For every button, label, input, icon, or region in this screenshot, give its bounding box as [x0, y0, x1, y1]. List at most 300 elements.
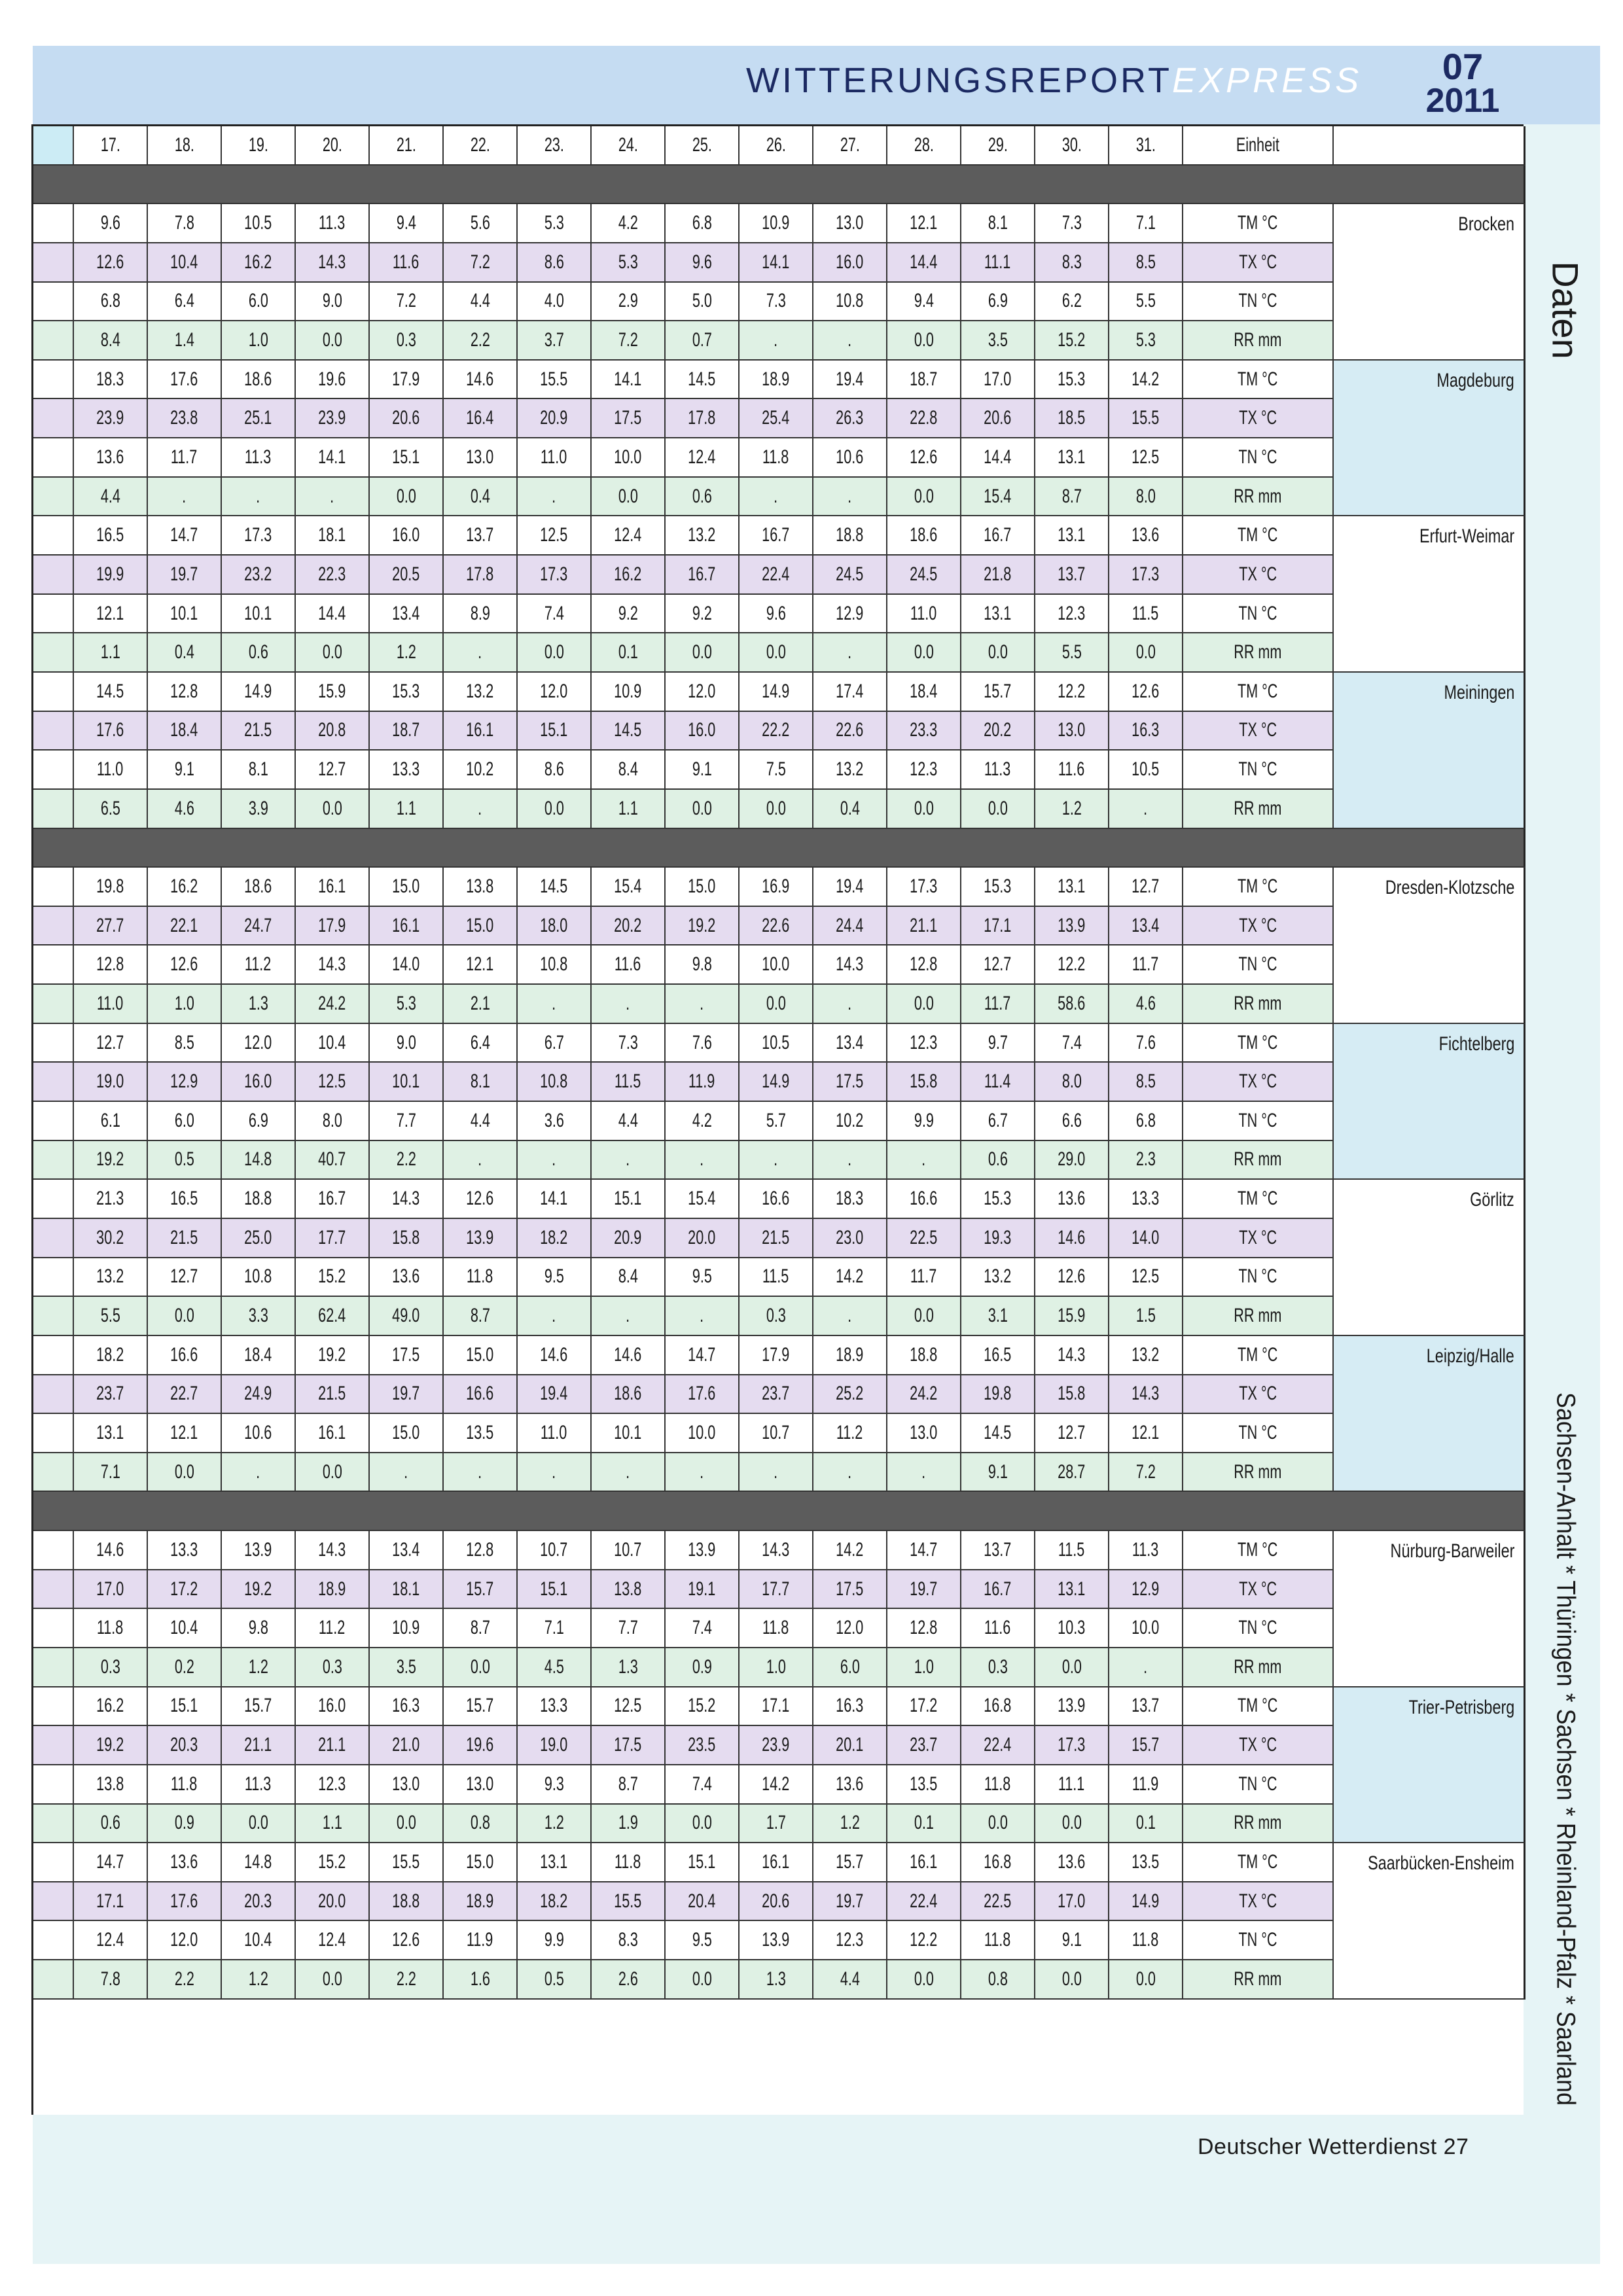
table-cell-text: . [552, 1305, 556, 1327]
header-day-6 [444, 126, 518, 166]
table-cell [74, 790, 148, 829]
table-cell [370, 1882, 444, 1922]
table-cell-text: 10.4 [318, 1031, 346, 1053]
table-cell [666, 1609, 740, 1648]
row-lead-cell [33, 321, 74, 361]
table-cell [813, 1180, 887, 1219]
table-cell [961, 361, 1035, 400]
table-cell-text: 7.3 [766, 290, 786, 312]
table-cell [444, 1375, 518, 1415]
table-cell-text: 6.9 [988, 290, 1008, 312]
table-cell-text: 14.8 [244, 1148, 272, 1171]
unit-cell-text: RR mm [1234, 641, 1282, 663]
table-cell [74, 399, 148, 438]
table-cell-text: 15.2 [1058, 329, 1086, 351]
table-cell [518, 1921, 592, 1960]
table-cell [222, 1336, 296, 1375]
unit-cell [1183, 321, 1334, 361]
table-cell [222, 243, 296, 283]
table-cell [887, 321, 961, 361]
table-cell [74, 985, 148, 1024]
table-cell [1035, 1219, 1109, 1258]
table-cell [148, 1453, 222, 1492]
table-cell-text: 10.2 [836, 1109, 864, 1131]
table-cell-text: 7.1 [544, 1617, 564, 1639]
table-cell-text: 10.8 [244, 1265, 272, 1288]
table-cell [518, 243, 592, 283]
table-cell-text: 11.5 [1132, 602, 1159, 624]
table-cell-text: 5.5 [1061, 641, 1082, 663]
table-cell-text: 13.3 [170, 1538, 198, 1561]
table-cell-text: 16.0 [318, 1695, 346, 1717]
table-cell [444, 712, 518, 751]
table-cell [592, 712, 666, 751]
table-cell-text: 1.2 [248, 1968, 268, 1990]
table-cell-text: 19.7 [170, 563, 198, 585]
header-day-4-text: 20. [322, 133, 342, 156]
table-cell-text: 17.3 [910, 875, 938, 897]
table-cell-text: 16.2 [244, 251, 272, 273]
table-cell-text: . [774, 485, 778, 507]
table-cell-text: 18.7 [392, 719, 420, 741]
table-cell [740, 478, 813, 517]
table-cell-text: 13.0 [392, 1773, 420, 1795]
table-cell-text: 16.3 [1132, 719, 1160, 741]
table-cell-text: 18.8 [836, 524, 864, 546]
unit-cell [1183, 1375, 1334, 1415]
table-cell [518, 204, 592, 243]
table-cell-text: 9.8 [248, 1617, 268, 1639]
header-blank-cell [33, 126, 74, 166]
table-cell [1035, 712, 1109, 751]
table-cell-text: 30.2 [96, 1226, 124, 1248]
table-cell-text: . [700, 1460, 704, 1483]
table-cell [961, 1102, 1035, 1141]
table-cell-text: 13.3 [392, 758, 420, 781]
table-cell-text: 13.7 [984, 1538, 1012, 1561]
table-cell [1109, 868, 1183, 907]
table-cell [666, 1024, 740, 1063]
table-cell [444, 361, 518, 400]
table-cell [296, 1375, 370, 1415]
table-cell-text: . [552, 992, 556, 1014]
station-name-cell-text: Erfurt-Weimar [1419, 525, 1514, 548]
unit-cell-text: TX °C [1239, 1383, 1277, 1405]
table-cell-text: 8.7 [618, 1773, 638, 1795]
table-cell-text: 12.6 [96, 251, 124, 273]
table-cell [813, 985, 887, 1024]
table-cell [74, 907, 148, 946]
table-cell-text: 11.9 [1132, 1773, 1159, 1795]
table-cell-text: 14.7 [910, 1538, 938, 1561]
table-cell [74, 1570, 148, 1610]
unit-cell-text: TM °C [1238, 212, 1278, 234]
table-cell [148, 1063, 222, 1102]
table-cell-text: 17.0 [96, 1578, 124, 1600]
table-cell-text: 0.3 [766, 1305, 786, 1327]
table-cell [1109, 1414, 1183, 1453]
table-cell-text: 12.6 [1132, 680, 1160, 702]
table-cell [740, 1687, 813, 1727]
table-cell-text: 14.7 [170, 524, 198, 546]
table-cell-text: 16.9 [762, 875, 790, 897]
table-cell [740, 1843, 813, 1882]
table-cell [1035, 985, 1109, 1024]
table-cell-text: 15.7 [466, 1695, 494, 1717]
table-cell [370, 1726, 444, 1765]
table-cell-text: 15.4 [984, 485, 1012, 507]
table-cell-text: . [700, 1305, 704, 1327]
report-title [746, 63, 1362, 98]
table-cell-text: 9.5 [544, 1265, 564, 1288]
table-cell [296, 1141, 370, 1180]
table-cell [740, 438, 813, 478]
table-cell [222, 1921, 296, 1960]
table-cell [222, 1180, 296, 1219]
table-cell-text: 15.2 [318, 1265, 346, 1288]
table-cell [370, 907, 444, 946]
table-cell-text: 12.1 [1132, 1421, 1160, 1443]
table-cell-text: 15.1 [614, 1188, 642, 1210]
header-unit [1183, 126, 1334, 166]
table-cell [887, 1531, 961, 1570]
table-cell-text: 20.3 [244, 1890, 272, 1912]
table-cell-text: 11.8 [97, 1617, 124, 1639]
table-cell-text: 7.1 [100, 1460, 120, 1483]
station-name-cell [1334, 516, 1525, 673]
table-cell-text: 20.9 [540, 407, 568, 429]
table-cell [518, 1765, 592, 1805]
table-cell [518, 1531, 592, 1570]
table-cell-text: 13.0 [836, 212, 864, 234]
table-cell [1035, 1063, 1109, 1102]
row-lead-cell [33, 556, 74, 595]
table-cell-text: 1.1 [396, 797, 416, 819]
table-cell-text: 11.0 [97, 992, 124, 1014]
table-cell-text: 24.7 [244, 914, 272, 936]
station-name-cell [1334, 1180, 1525, 1336]
table-cell [961, 1531, 1035, 1570]
table-cell [592, 1024, 666, 1063]
issue-label [1414, 48, 1512, 118]
table-cell [740, 868, 813, 907]
table-cell-text: 7.6 [692, 1031, 712, 1053]
unit-cell-text: RR mm [1234, 1148, 1282, 1171]
table-cell [666, 1765, 740, 1805]
table-cell-text: 0.0 [692, 641, 712, 663]
table-cell-text: 19.9 [96, 563, 124, 585]
table-cell-text: 15.0 [466, 914, 494, 936]
table-cell-text: 18.9 [836, 1343, 864, 1366]
table-cell [887, 1297, 961, 1336]
table-cell [1109, 1375, 1183, 1415]
table-cell [1109, 283, 1183, 322]
table-cell-text: 20.6 [762, 1890, 790, 1912]
table-cell-text: 18.2 [540, 1890, 568, 1912]
table-cell-text: 11.3 [245, 446, 272, 468]
unit-cell [1183, 633, 1334, 673]
table-cell [666, 1141, 740, 1180]
row-lead-cell [33, 595, 74, 634]
table-cell-text: 11.6 [393, 251, 419, 273]
table-cell-text: 16.5 [96, 524, 124, 546]
table-cell-text: 13.9 [244, 1538, 272, 1561]
table-cell-text: 14.2 [1132, 368, 1160, 390]
table-cell-text: 19.2 [318, 1343, 346, 1366]
table-cell [740, 556, 813, 595]
table-cell [444, 1258, 518, 1298]
table-cell-text: 10.7 [614, 1538, 642, 1561]
table-cell-text: 13.1 [1058, 875, 1086, 897]
table-cell [518, 1726, 592, 1765]
table-cell [666, 1102, 740, 1141]
table-cell [296, 1102, 370, 1141]
table-cell [1109, 516, 1183, 556]
table-cell-text: 2.2 [174, 1968, 194, 1990]
table-cell [1109, 1453, 1183, 1492]
table-cell [813, 1843, 887, 1882]
table-cell-text: 21.8 [984, 563, 1012, 585]
header-day-7 [518, 126, 592, 166]
table-cell-text: 7.5 [766, 758, 786, 781]
table-cell-text: 9.2 [618, 602, 638, 624]
table-cell-text: 13.4 [392, 602, 420, 624]
side-label-daten [1529, 232, 1601, 389]
table-cell-text: 8.3 [618, 1929, 638, 1951]
table-cell [370, 361, 444, 400]
table-cell [222, 361, 296, 400]
station-name-cell-text: Saarbücken-Ensheim [1368, 1852, 1514, 1875]
unit-cell [1183, 1570, 1334, 1610]
table-cell [1109, 1726, 1183, 1765]
table-cell-text: 13.9 [688, 1538, 716, 1561]
table-cell-text: 5.0 [692, 290, 712, 312]
table-cell-text: 13.4 [392, 1538, 420, 1561]
table-cell-text: 10.7 [762, 1421, 790, 1443]
table-cell-text: 0.0 [1061, 1968, 1082, 1990]
table-cell-text: 17.6 [96, 719, 124, 741]
table-cell [961, 1258, 1035, 1298]
table-cell-text: 17.0 [1058, 1890, 1086, 1912]
table-cell-text: 13.6 [1058, 1851, 1086, 1873]
table-cell [444, 1882, 518, 1922]
table-cell [592, 1960, 666, 2000]
table-cell-text: 14.6 [614, 1343, 642, 1366]
table-cell-text: 7.8 [100, 1968, 120, 1990]
table-cell [222, 907, 296, 946]
table-cell-text: 8.9 [470, 602, 490, 624]
table-cell-text: 11.1 [1058, 1773, 1085, 1795]
table-cell [370, 478, 444, 517]
table-cell-text: 18.2 [96, 1343, 124, 1366]
table-cell-text: 22.1 [170, 914, 198, 936]
table-cell-text: 11.5 [762, 1265, 789, 1288]
table-cell [222, 751, 296, 790]
table-cell-text: 13.1 [1058, 1578, 1086, 1600]
table-cell [74, 516, 148, 556]
table-cell-text: 21.1 [910, 914, 938, 936]
table-cell [740, 907, 813, 946]
table-cell [887, 1765, 961, 1805]
table-cell [296, 1024, 370, 1063]
table-cell-text: 20.0 [688, 1226, 716, 1248]
table-cell [887, 204, 961, 243]
table-cell-text: 19.4 [836, 875, 864, 897]
table-cell [961, 790, 1035, 829]
table-cell-text: 0.0 [766, 641, 786, 663]
table-cell-text: . [182, 485, 187, 507]
table-cell [370, 985, 444, 1024]
table-cell [444, 556, 518, 595]
table-cell-text: 13.1 [1058, 446, 1086, 468]
table-cell-text: 16.0 [836, 251, 864, 273]
table-cell-text: 24.5 [910, 563, 938, 585]
table-cell [444, 1414, 518, 1453]
table-cell [1109, 633, 1183, 673]
table-cell-text: 11.3 [984, 758, 1011, 781]
table-cell-text: 13.1 [984, 602, 1012, 624]
table-cell [740, 633, 813, 673]
table-cell [666, 1453, 740, 1492]
table-cell-text: 23.8 [170, 407, 198, 429]
table-cell [666, 712, 740, 751]
table-cell-text: 16.1 [318, 1421, 346, 1443]
table-cell-text: 9.6 [766, 602, 786, 624]
table-cell [518, 633, 592, 673]
header-day-9 [666, 126, 740, 166]
table-cell [592, 204, 666, 243]
table-cell [961, 1141, 1035, 1180]
table-cell-text: 12.8 [170, 680, 198, 702]
table-cell [148, 478, 222, 517]
table-cell-text: 11.5 [1058, 1538, 1085, 1561]
table-cell [666, 399, 740, 438]
table-cell-text: 21.0 [392, 1734, 420, 1756]
table-cell [813, 1414, 887, 1453]
table-cell [1035, 1375, 1109, 1415]
table-cell-text: 5.3 [618, 251, 638, 273]
table-cell-text: 14.1 [762, 251, 790, 273]
table-cell-text: 11.0 [97, 758, 124, 781]
table-cell [444, 751, 518, 790]
table-cell-text: 13.0 [466, 1773, 494, 1795]
table-cell [444, 516, 518, 556]
table-cell [222, 1648, 296, 1687]
table-cell [592, 945, 666, 985]
table-cell-text: 14.5 [540, 875, 568, 897]
table-cell [740, 1805, 813, 1844]
table-cell [813, 1024, 887, 1063]
row-lead-cell [33, 712, 74, 751]
table-cell [887, 283, 961, 322]
table-cell-text: 17.5 [392, 1343, 420, 1366]
table-cell-text: 11.7 [171, 446, 198, 468]
table-cell [518, 1336, 592, 1375]
unit-cell-text: TN °C [1238, 1773, 1277, 1795]
table-cell-text: 20.4 [688, 1890, 716, 1912]
table-cell [518, 1102, 592, 1141]
table-cell [148, 868, 222, 907]
table-cell-text: . [626, 992, 630, 1014]
table-cell-text: 8.7 [470, 1305, 490, 1327]
table-cell-text: 16.0 [392, 524, 420, 546]
table-cell [740, 790, 813, 829]
table-cell-text: 24.2 [318, 992, 346, 1014]
table-cell-text: 12.6 [910, 446, 938, 468]
table-cell [444, 321, 518, 361]
table-cell-text: 8.4 [618, 758, 638, 781]
table-cell [370, 633, 444, 673]
table-cell-text: 13.8 [614, 1578, 642, 1600]
table-cell [1035, 1180, 1109, 1219]
table-cell [518, 478, 592, 517]
table-cell-text: . [552, 485, 556, 507]
table-cell [887, 361, 961, 400]
row-lead-cell [33, 1882, 74, 1922]
table-cell-text: 0.1 [618, 641, 638, 663]
table-cell-text: 8.6 [544, 758, 564, 781]
table-cell [1035, 1141, 1109, 1180]
table-cell [1109, 595, 1183, 634]
table-cell [222, 633, 296, 673]
table-cell-text: 16.1 [318, 875, 346, 897]
unit-cell-text: TN °C [1238, 1929, 1277, 1951]
row-lead-cell [33, 1102, 74, 1141]
table-cell-text: 19.2 [96, 1148, 124, 1171]
section-divider [33, 166, 1525, 205]
table-cell-text: 18.6 [244, 875, 272, 897]
table-cell-text: 12.9 [1132, 1578, 1160, 1600]
table-cell [1035, 673, 1109, 712]
table-cell-text: 11.9 [688, 1070, 715, 1093]
table-cell-text: 17.1 [984, 914, 1012, 936]
table-cell [740, 1063, 813, 1102]
header-day-14 [1035, 126, 1109, 166]
table-cell [296, 790, 370, 829]
table-cell [74, 1258, 148, 1298]
table-cell-text: 16.0 [244, 1070, 272, 1093]
table-cell [444, 1648, 518, 1687]
table-cell [148, 438, 222, 478]
table-cell-text: 15.1 [540, 719, 568, 741]
table-cell [592, 1805, 666, 1844]
table-cell [444, 673, 518, 712]
table-cell-text: 22.5 [910, 1226, 938, 1248]
station-name-cell-text: Magdeburg [1436, 369, 1514, 391]
table-cell-text: 15.0 [392, 875, 420, 897]
table-cell-text: 21.5 [318, 1383, 346, 1405]
table-cell [961, 1921, 1035, 1960]
table-cell [296, 633, 370, 673]
table-cell-text: 12.4 [318, 1929, 346, 1951]
table-cell [296, 985, 370, 1024]
table-cell-text: 14.1 [614, 368, 642, 390]
table-cell-text: 6.9 [248, 1109, 268, 1131]
table-cell [592, 907, 666, 946]
table-cell [592, 478, 666, 517]
table-cell-text: . [847, 641, 852, 663]
table-cell [961, 1960, 1035, 2000]
table-cell-text: 10.2 [466, 758, 494, 781]
table-cell-text: 7.2 [470, 251, 490, 273]
table-cell-text: 12.6 [392, 1929, 420, 1951]
header-day-2 [148, 126, 222, 166]
table-cell-text: 14.0 [1132, 1226, 1160, 1248]
unit-cell [1183, 399, 1334, 438]
table-cell-text: 12.3 [910, 1031, 938, 1053]
table-cell-text: 13.5 [1132, 1851, 1160, 1873]
row-lead-cell [33, 1531, 74, 1570]
